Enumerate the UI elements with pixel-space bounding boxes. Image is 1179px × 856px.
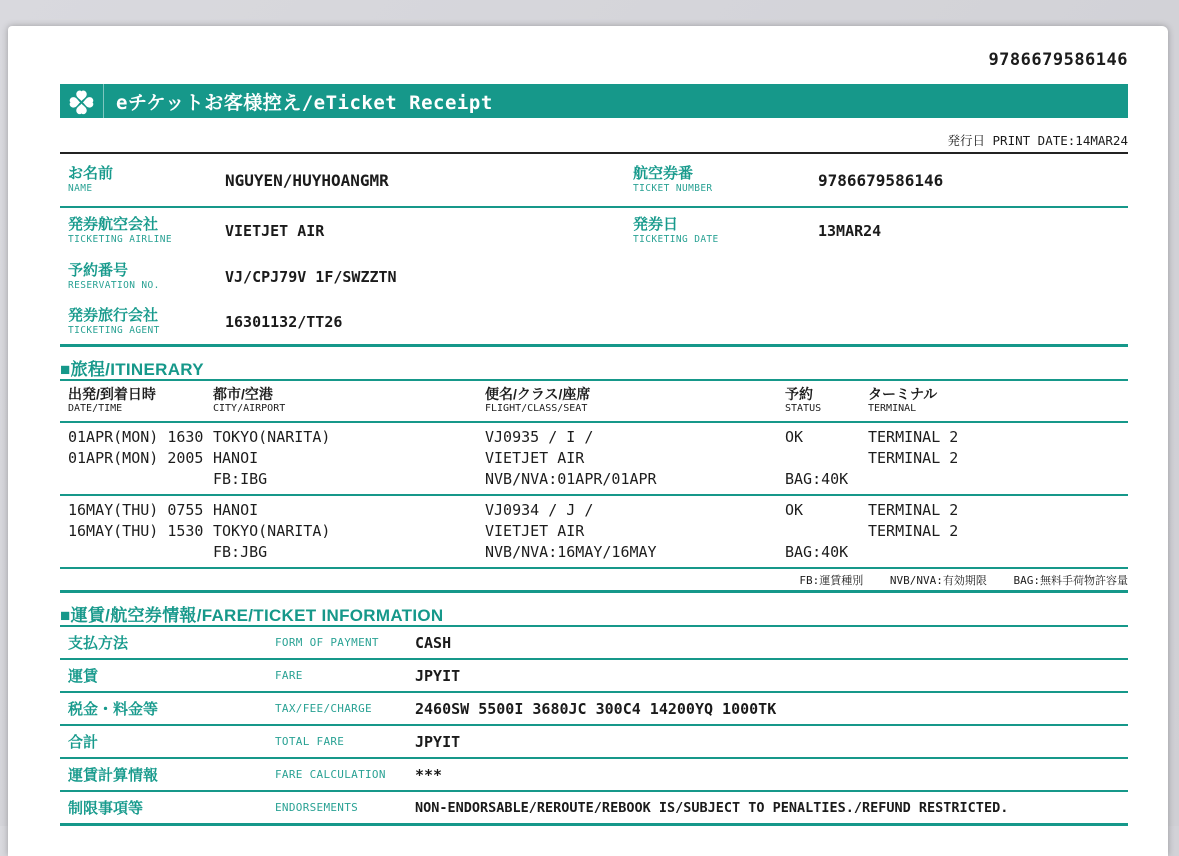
ticketing-airline-field <box>60 208 625 254</box>
outbound-status: OK BAG:40K <box>785 428 849 488</box>
ticketing-airline-label-jp: 発券航空会社 <box>68 216 159 233</box>
name-label-jp: お名前 <box>68 165 114 182</box>
ticketing-date-label-jp: 発券日 <box>633 216 679 233</box>
ticketing-date-field <box>625 208 1128 254</box>
return-status: OK BAG:40K <box>785 501 849 561</box>
ticketing-date-label-en: TICKETING DATE <box>633 234 719 245</box>
reservation-no-field <box>60 254 625 299</box>
return-flight: VJ0934 / J / VIETJET AIR NVB/NVA:16MAY/16MAY <box>485 501 657 561</box>
name-label-en: NAME <box>68 183 93 194</box>
legend-fb: FB:運賃種別 <box>799 574 864 587</box>
divider-teal-thick <box>60 590 1128 593</box>
fare-row-fare: 運賃 FARE JPYIT <box>68 666 461 685</box>
ticket-number-field <box>625 154 1128 206</box>
fare-row-form-of-payment: 支払方法 FORM OF PAYMENT CASH <box>68 633 452 652</box>
outbound-city: TOKYO(NARITA) HANOI FB:IBG <box>213 428 331 488</box>
ticket-number-value: 9786679586146 <box>818 170 944 190</box>
name-row <box>60 154 1128 206</box>
ticketing-airline-value: VIETJET AIR <box>225 222 325 240</box>
col-header-flight: 便名/クラス/座席 FLIGHT/CLASS/SEAT <box>485 386 591 414</box>
clover-logo-icon <box>60 84 104 118</box>
document-number: 9786679586146 <box>988 50 1128 70</box>
ticketing-date-value: 13MAR24 <box>818 222 882 240</box>
outbound-terminal: TERMINAL 2 TERMINAL 2 <box>868 428 959 467</box>
outbound-datetime: 01APR(MON) 1630 01APR(MON) 2005 <box>68 428 204 467</box>
reservation-no-label <box>68 262 225 292</box>
ticketing-airline-label-en: TICKETING AIRLINE <box>68 234 173 245</box>
divider-teal <box>60 567 1128 569</box>
return-terminal: TERMINAL 2 TERMINAL 2 <box>868 501 959 540</box>
fare-calculation-value: *** <box>415 765 443 784</box>
fare-row-total: 合計 TOTAL FARE JPYIT <box>68 732 461 751</box>
endorsements-value: NON-ENDORSABLE/REROUTE/REBOOK IS/SUBJECT TO PENALTIES./REFUND RESTRICTED. <box>415 799 1009 816</box>
fare-value: JPYIT <box>415 666 461 685</box>
form-of-payment-value: CASH <box>415 633 452 652</box>
reservation-row <box>60 254 1128 299</box>
col-header-terminal: ターミナル TERMINAL <box>868 386 938 414</box>
fare-section-title: ■運賃/航空券情報/FARE/TICKET INFORMATION <box>60 606 444 625</box>
itinerary-row-return <box>60 496 1128 567</box>
fare-row-fare-calculation: 運賃計算情報 FARE CALCULATION *** <box>68 765 443 784</box>
outbound-flight: VJ0935 / I / VIETJET AIR NVB/NVA:01APR/01APR <box>485 428 657 488</box>
legend-bag: BAG:無料手荷物許容量 <box>1013 574 1128 587</box>
ticketing-agent-value: 16301132/TT26 <box>225 312 343 331</box>
fare-row-tax: 税金・料金等 TAX/FEE/CHARGE 2460SW 5500I 3680JC 300C4 14200YQ 1000TK <box>68 699 777 718</box>
itinerary-header-row <box>60 381 1128 421</box>
print-date: 発行日 PRINT DATE:14MAR24 <box>947 133 1128 148</box>
agent-row <box>60 299 1128 344</box>
fare-row-endorsements: 制限事項等 ENDORSEMENTS NON-ENDORSABLE/REROUTE/REBOOK IS/SUBJECT TO PENALTIES./REFUND RESTRICTED. <box>68 799 1009 817</box>
col-header-city: 都市/空港 CITY/AIRPORT <box>213 386 286 414</box>
ticket-number-label-en: TICKET NUMBER <box>633 183 713 194</box>
col-header-status: 予約 STATUS <box>785 386 822 414</box>
passenger-name-field <box>60 154 625 206</box>
document-title: eチケットお客様控え/eTicket Receipt <box>116 91 493 114</box>
ticketing-agent-field <box>60 299 625 344</box>
divider-teal-thick <box>60 344 1128 347</box>
legend-nvb-nva: NVB/NVA:有効期限 <box>889 574 987 587</box>
return-datetime: 16MAY(THU) 0755 16MAY(THU) 1530 <box>68 501 204 540</box>
total-fare-value: JPYIT <box>415 732 461 751</box>
ticket-number-label-jp: 航空券番 <box>633 165 694 182</box>
tax-fee-charge-value: 2460SW 5500I 3680JC 300C4 14200YQ 1000TK <box>415 699 777 718</box>
ticketing-date-label <box>633 216 818 246</box>
itinerary-section-title: ■旅程/ITINERARY <box>60 360 204 379</box>
reservation-no-value: VJ/CPJ79V 1F/SWZZTN <box>225 267 397 286</box>
ticketing-agent-label <box>68 307 225 337</box>
ticketing-agent-label-en: TICKETING AGENT <box>68 324 160 336</box>
ticketing-airline-label <box>68 216 225 246</box>
reservation-no-label-en: RESERVATION NO. <box>68 279 160 291</box>
col-header-datetime: 出発/到着日時 DATE/TIME <box>68 386 156 414</box>
return-city: HANOI TOKYO(NARITA) FB:JBG <box>213 501 331 561</box>
passenger-name-value: NGUYEN/HUYHOANGMR <box>225 170 389 190</box>
itinerary-legend <box>60 572 1128 586</box>
name-label <box>68 165 225 195</box>
itinerary-row-outbound <box>60 423 1128 494</box>
eticket-document <box>8 26 1168 856</box>
ticket-number-label <box>633 165 818 195</box>
document-title-bar <box>60 84 1128 118</box>
reservation-no-label-jp: 予約番号 <box>68 261 129 279</box>
ticketing-agent-label-jp: 発券旅行会社 <box>68 306 159 324</box>
airline-row <box>60 208 1128 254</box>
